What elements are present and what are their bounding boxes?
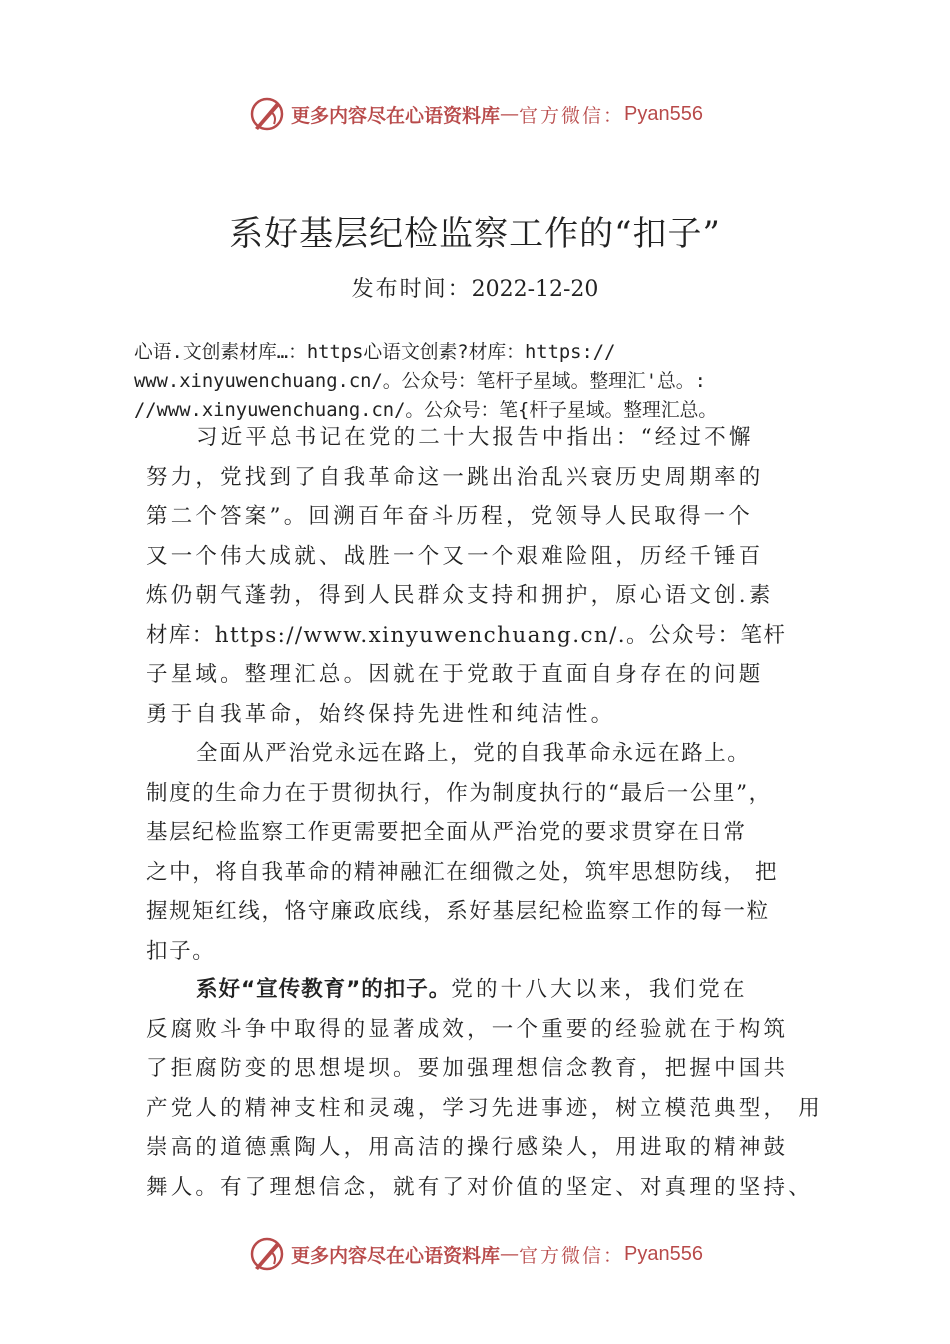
paragraph-line: 材库：https://www.xinyuwenchuang.cn/.。公众号：笔杆 bbox=[146, 622, 787, 648]
pen-logo-icon bbox=[247, 1234, 287, 1274]
footer-banner bbox=[0, 1232, 950, 1276]
source-line: 心语.文创素材库…：https心语文创素?材库：https:// bbox=[134, 342, 616, 363]
paragraph-line: 炼仍朝气蓬勃，得到人民群众支持和拥护，原心语文创.素 bbox=[146, 583, 774, 608]
paragraph-line: 了拒腐防变的思想堤坝。要加强理想信念教育，把握中国共 bbox=[146, 1056, 789, 1081]
paragraph-line: 子星域。整理汇总。因就在于党敢于直面自身存在的问题 bbox=[146, 662, 764, 687]
paragraph-line: 扣子。 bbox=[146, 938, 216, 964]
banner-brand: 更多内容尽在心语资料库 bbox=[291, 104, 501, 127]
banner-wechat-id: Pyan556 bbox=[624, 1242, 703, 1265]
banner-brand: 更多内容尽在心语资料库 bbox=[291, 1244, 501, 1267]
banner-wechat-label: 官方微信： bbox=[519, 1244, 625, 1267]
paragraph-3 bbox=[146, 970, 836, 1207]
paragraph-line: 又一个伟大成就、战胜一个又一个艰难险阻，历经千锤百 bbox=[146, 543, 764, 569]
paragraph-2 bbox=[146, 734, 836, 971]
source-line: www.xinyuwenchuang.cn/。公众号：笔杆子星域。整理汇'总。: bbox=[134, 371, 706, 392]
publish-date-label: 发布时间： bbox=[351, 277, 472, 302]
publish-date-value: 2022-12-20 bbox=[471, 277, 599, 302]
paragraph-line: 握规矩红线，恪守廉政底线，系好基层纪检监察工作的每一粒 bbox=[146, 899, 770, 924]
paragraph-line: 全面从严治党永远在路上，党的自我革命永远在路上。 bbox=[196, 741, 751, 766]
paragraph-line: 制度的生命力在于贯彻执行，作为制度执行的“最后一公里”， bbox=[146, 780, 772, 806]
banner-dash: — bbox=[500, 1243, 520, 1265]
paragraph-1 bbox=[146, 418, 836, 734]
banner-wechat-label: 官方微信： bbox=[519, 104, 625, 127]
paragraph-line: 习近平总书记在党的二十大报告中指出：“经过不懈 bbox=[196, 425, 754, 450]
paragraph-line: 舞人。有了理想信念，就有了对价值的坚定、对真理的坚持、 bbox=[146, 1174, 813, 1200]
paragraph-line: 第二个答案”。回溯百年奋斗历程，党领导人民取得一个 bbox=[146, 504, 753, 529]
paragraph-line: 反腐败斗争中取得的显著成效，一个重要的经验就在于构筑 bbox=[146, 1016, 789, 1042]
paragraph-line: 之中，将自我革命的精神融汇在细微之处，筑牢思想防线， 把 bbox=[146, 859, 779, 885]
section-heading: 系好“宣传教育”的扣子。 bbox=[196, 977, 452, 1002]
paragraph-line: 基层纪检监察工作更需要把全面从严治党的要求贯穿在日常 bbox=[146, 820, 747, 845]
paragraph-line bbox=[146, 970, 836, 1010]
paragraph-line-rest: 党的十八大以来，我们党在 bbox=[451, 977, 748, 1002]
paragraph-line: 崇高的道德熏陶人，用高洁的操行感染人，用进取的精神鼓 bbox=[146, 1135, 789, 1160]
paragraph-line: 产党人的精神支柱和灵魂，学习先进事迹，树立模范典型， 用 bbox=[146, 1095, 823, 1121]
source-note bbox=[134, 338, 924, 425]
paragraph-line: 努力，党找到了自我革命这一跳出治乱兴衰历史周期率的 bbox=[146, 464, 764, 490]
source-line: //www.xinyuwenchuang.cn/。公众号：笔{杆子星域。整理汇总。 bbox=[134, 400, 718, 421]
publish-date bbox=[0, 272, 950, 303]
paragraph-line: 勇于自我革命，始终保持先进性和纯洁性。 bbox=[146, 701, 616, 727]
banner-wechat-id: Pyan556 bbox=[624, 102, 703, 125]
pen-logo-icon bbox=[247, 94, 287, 134]
page-title: 系好基层纪检监察工作的“扣子” bbox=[229, 214, 721, 254]
banner-dash: — bbox=[500, 103, 520, 125]
header-banner bbox=[0, 92, 950, 136]
